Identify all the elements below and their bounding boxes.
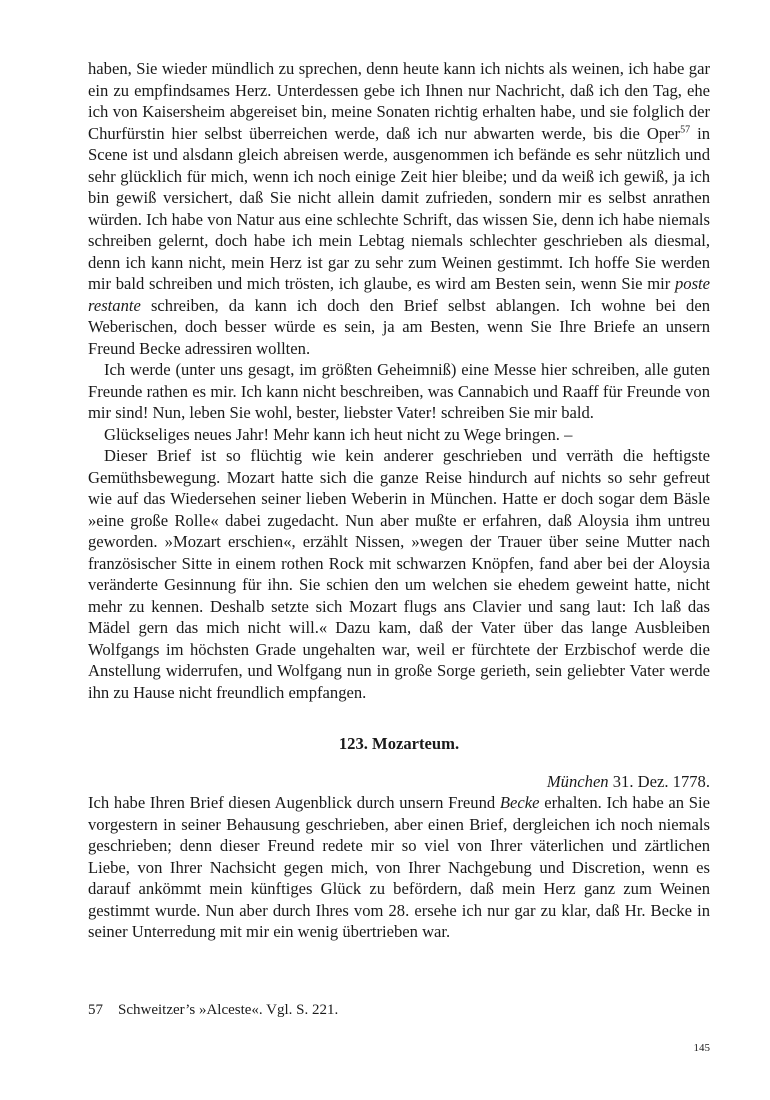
text-run: Glückseliges neues Jahr! Mehr kann ich heut nicht zu Wege bringen. – bbox=[104, 424, 573, 444]
dateline-date: 31. Dez. 1778. bbox=[608, 771, 710, 791]
page-body bbox=[88, 58, 710, 943]
emphasis-text: poste restante bbox=[88, 274, 710, 315]
dateline bbox=[88, 771, 710, 793]
footnote bbox=[88, 1000, 338, 1020]
paragraph-p1 bbox=[88, 58, 710, 359]
section-heading: 123. Mozarteum. bbox=[338, 734, 460, 753]
text-run: in Scene ist und alsdann gleich abreisen werde, ausgenommen ich befände es sehr nützlich und sehr glücklich für mich, wenn ich noch einige Zeit hier bleibe; und da weiß ich gewiß, ja ich bin gewiß versichert, daß Sie nicht allein damit zufrieden, sondern mir es selbst anrathen würden. Ich habe von Natur aus eine schlechte Schrift, das wissen Sie, denn ich habe niemals schreiben gelernt, doch habe ich mein Lebtag niemals schlechter geschrieben als diesmal, denn ich kann nicht, mein Herz ist gar zu sehr zum Weinen gestimmt. Ich hoffe Sie werden mir bald schreiben und mich trösten, ich glaube, es wird am Besten sein, wenn Sie mir bbox=[88, 123, 710, 293]
emphasis-text: Becke bbox=[499, 793, 540, 812]
text-run: haben, Sie wieder mündlich zu sprechen, denn heute kann ich nichts als weinen, ich habe gar ein zu empfindsames Herz. Unterdessen gebe ich Ihnen nur Nachricht, daß ich den Tag, ehe ich von Kaisersheim abgereiset bin, meine Sonaten richtig erhalten habe, und sie folglich der Churfürstin hier selbst überreichen werde, daß ich nur abwarten werde, bis die Oper bbox=[88, 59, 710, 143]
footnote-ref: 57 bbox=[680, 123, 691, 135]
paragraph-p5 bbox=[88, 792, 710, 943]
text-run: Ich habe Ihren Brief diesen Augenblick durch unsern Freund bbox=[88, 793, 500, 812]
dateline-place: München bbox=[546, 771, 609, 791]
footnote-number: 57 bbox=[88, 1002, 103, 1018]
footnote-text: Schweitzer’s »Alceste«. Vgl. S. 221. bbox=[118, 1002, 339, 1018]
letter-continuation bbox=[88, 58, 710, 703]
text-run: schreiben, da kann ich doch den Brief selbst ablangen. Ich wohne bei den Weberischen, doch besser würde es sein, ja am Besten, wenn Sie Ihre Briefe an unsern Freund Becke adressiren wollten. bbox=[88, 295, 710, 358]
text-run: Ich werde (unter uns gesagt, im größten Geheimniß) eine Messe hier schreiben, alle guten Freunde rathen es mir. Ich kann nicht beschreiben, was Cannabich und Raaff für Freunde von mir sind! Nun, leben Sie wohl, bester, liebster Vater! schreiben Sie mir bald. bbox=[88, 360, 710, 422]
page-number: 145 bbox=[693, 1042, 710, 1054]
paragraph-p2 bbox=[88, 359, 710, 424]
text-run: Dieser Brief ist so flüchtig wie kein anderer geschrieben und verräth die heftigste Gemüthsbewegung. Mozart hatte sich die ganze Reise hindurch auf nichts so sehr gefreut wie auf das Wiedersehen seiner lieben Weberin in München. Hatte er doch sogar dem Bäsle »eine große Rolle« dabei zugedacht. Nun aber mußte er erfahren, daß Aloysia ihm untreu geworden. »Mozart erschien«, erzählt Nissen, »wegen der Trauer über seine Mutter nach französischer Sitte in einem rothen Rock mit schwarzen Knöpfen, fand aber bei der Aloysia veränderte Gesinnung für ihn. Sie schien den um welchen sie ehedem geweint hatte, nicht mehr zu kennen. Deshalb setzte sich Mozart flugs ans Clavier und sang laut: Ich laß das Mädel gern das mich nicht will.« Dazu kam, daß der Vater über das lange Ausbleiben Wolfgangs im höchsten Grade ungehalten war, weil er fürchtete der Erzbischof werde die Anstellung widerrufen, und Wolfgang nun in große Sorge gerieth, sein geliebter Vater werde ihn zu Hause nicht freundlich empfangen. bbox=[88, 446, 710, 702]
paragraph-p4 bbox=[88, 445, 710, 703]
paragraph-p3 bbox=[88, 424, 710, 446]
letter-body bbox=[88, 792, 710, 943]
text-run: erhalten. Ich habe an Sie vorgestern in seiner Behausung geschrieben, aber einen Brief, dergleichen ich noch niemals geschrieben; denn dieser Freund redete mir so viel von Ihrer väterlichen und zärtlichen Liebe, von Ihrer Nachsicht gegen mich, von Ihrer Nachgebung und Discretion, wenn es darauf ankömmt mein künftiges Glück zu befördern, daß mein Herz ganz zum Weinen gestimmt wurde. Nun aber durch Ihres vom 28. ersehe ich nur gar zu klar, daß Hr. Becke in seiner Unterredung mit mir ein wenig übertrieben war. bbox=[88, 793, 710, 941]
